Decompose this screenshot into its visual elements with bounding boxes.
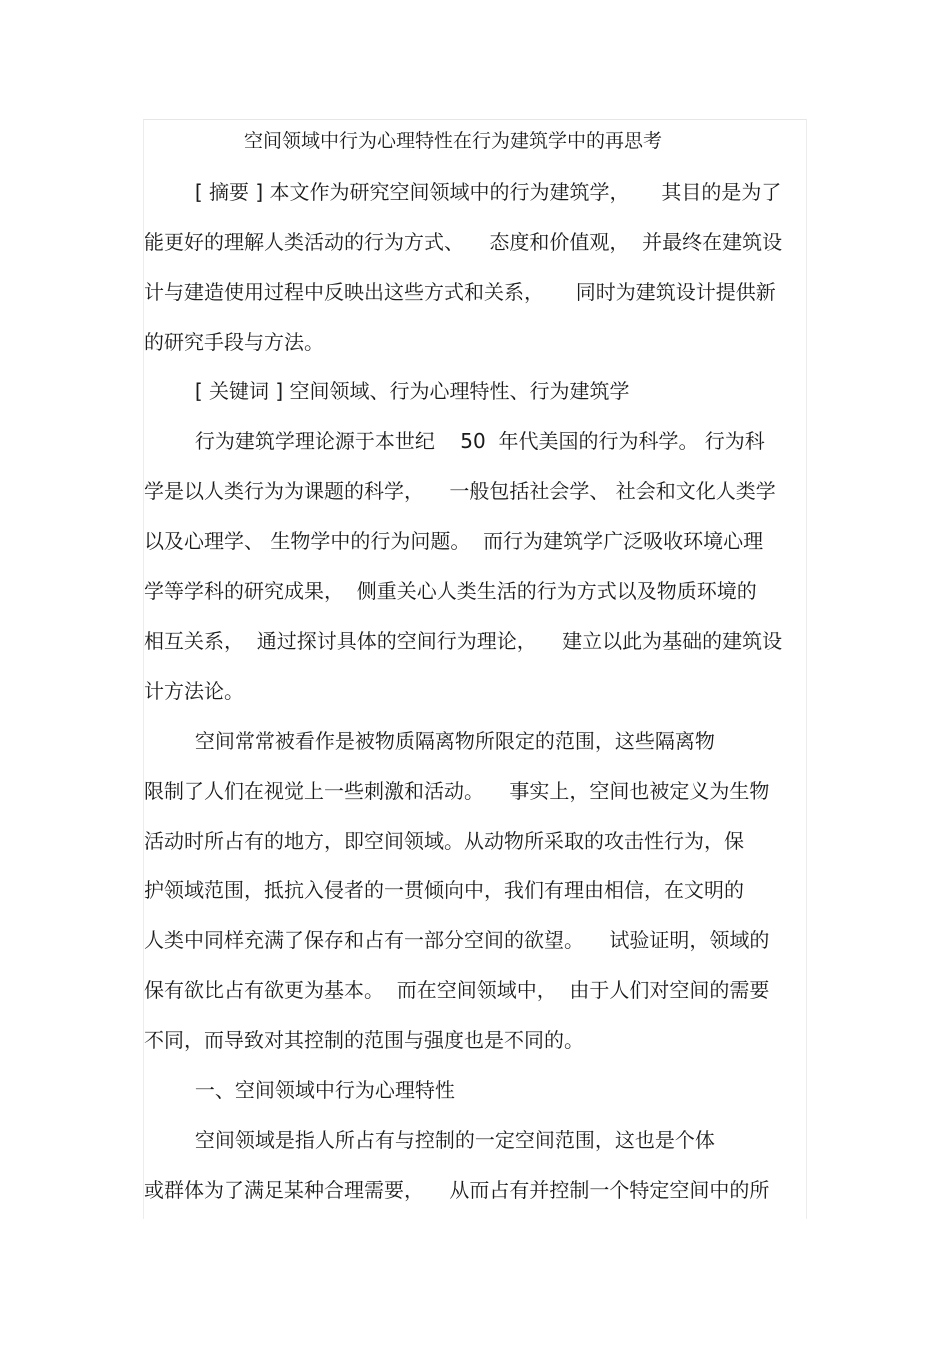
paragraph-line: 行为建筑学理论源于本世纪 50 年代美国的行为科学。 行为科 — [144, 429, 765, 453]
paragraph-line: 学是以人类行为为课题的科学， 一般包括社会学、 社会和文化人类学 — [144, 479, 776, 503]
section-heading: 一、空间领域中行为心理特性 — [144, 1078, 455, 1102]
keywords-line: [ 关键词 ] 空间领域、行为心理特性、行为建筑学 — [144, 379, 630, 403]
paragraph-line: 护领域范围，抵抗入侵者的一贯倾向中，我们有理由相信，在文明的 — [144, 878, 744, 902]
paragraph-line: 能更好的理解人类活动的行为方式、 态度和价值观， 并最终在建筑设 — [144, 230, 783, 254]
paragraph-line: 不同，而导致对其控制的范围与强度也是不同的。 — [144, 1028, 584, 1052]
paragraph-line: 活动时所占有的地方，即空间领域。从动物所采取的攻击性行为，保 — [144, 829, 744, 853]
paragraph-line: 或群体为了满足某种合理需要， 从而占有并控制一个特定空间中的所 — [144, 1178, 770, 1202]
paragraph-line: 计与建造使用过程中反映出这些方式和关系， 同时为建筑设计提供新 — [144, 280, 776, 304]
paragraph-line: 相互关系， 通过探讨具体的空间行为理论， 建立以此为基础的建筑设 — [144, 629, 783, 653]
paragraph-line: 人类中同样充满了保存和占有一部分空间的欲望。 试验证明，领域的 — [144, 928, 770, 952]
paragraph-line: 限制了人们在视觉上一些刺激和活动。 事实上，空间也被定义为生物 — [144, 779, 770, 803]
document-title: 空间领域中行为心理特性在行为建筑学中的再思考 — [244, 130, 663, 152]
paragraph-line: 空间领域是指人所占有与控制的一定空间范围，这也是个体 — [144, 1128, 715, 1152]
paragraph-line: 学等学科的研究成果， 侧重关心人类生活的行为方式以及物质环境的 — [144, 579, 757, 603]
paragraph-line: 空间常常被看作是被物质隔离物所限定的范围，这些隔离物 — [144, 729, 715, 753]
paragraph-line: [ 摘要 ] 本文作为研究空间领域中的行为建筑学， 其目的是为了 — [144, 180, 782, 204]
paragraph-line: 保有欲比占有欲更为基本。 而在空间领域中， 由于人们对空间的需要 — [144, 978, 770, 1002]
paragraph-line: 计方法论。 — [144, 679, 244, 703]
paragraph-line: 以及心理学、 生物学中的行为问题。 而行为建筑学广泛吸收环境心理 — [144, 529, 764, 553]
paragraph-line: 的研究手段与方法。 — [144, 330, 324, 354]
